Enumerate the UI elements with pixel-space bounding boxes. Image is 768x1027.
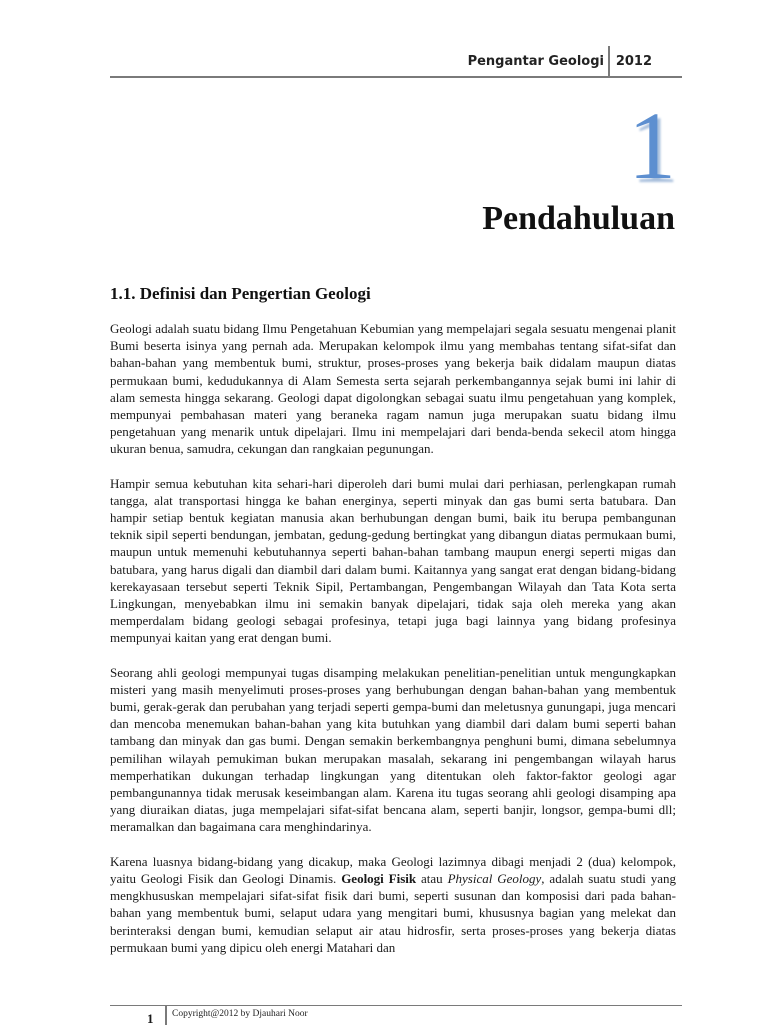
paragraph-2: Hampir semua kebutuhan kita sehari-hari diperoleh dari bumi mulai dari perhiasan, perlengkapan rumah tangga, alat transportasi hingga ke bahan energinya, seperti minyak dan gas bumi serta batubara. Dan hampir setiap bentuk kegiatan manusia akan berhubungan dengan bumi, baik itu berupa pembangunan teknik sipil seperti bendungan, jembatan, gedung-gedung bertingkat yang dibangun diatas permukaan bumi, maupun untuk memenuhi kebutuhannya seperti bahan-bahan tambang maupun energi seperti migas dan batubara, yang harus digali dan diambil dari dalam bumi. Kaitannya yang sangat erat dengan bidang-bidang kerekayasaan tersebut seperti Teknik Sipil, Pertambangan, Pengembangan Wilayah dan Tata Kota serta Lingkungan, menyebabkan ilmu ini semakin banyak dipelajari, tidak saja oleh mereka yang akan memperdalam bidang geologi sebagai profesinya, tetapi juga bagi lainnya yang bidang profesinya mempunyai kaitan yang erat dengan bumi. — [110, 475, 676, 646]
body-text — [110, 320, 676, 973]
term-geologi-fisik: Geologi Fisik — [341, 870, 417, 886]
header-divider — [608, 46, 610, 76]
page-header — [110, 46, 682, 78]
paragraph-1: Geologi adalah suatu bidang Ilmu Pengetahuan Kebumian yang mempelajari segala sesuatu mengenai planit Bumi beserta isinya yang pernah ada. Merupakan kelompok ilmu yang membahas tentang sifat-sifat dan bahan-bahan yang membentuk bumi, struktur, proses-proses yang bekerja baik didalam maupun diatas permukaan bumi, kedudukannya di Alam Semesta serta sejarah perkembangannya sejak bumi ini lahir di alam semesta hingga sekarang. Geologi dapat digolongkan sebagai suatu ilmu pengetahuan yang komplek, mempunyai pembahasan materi yang beraneka ragam namun juga merupakan suatu bidang ilmu pengetahuan yang menarik untuk dipelajari. Ilmu ini mempelajari dari benda-benda sekecil atom hingga ukuran benua, samudra, cekungan dan rangkaian pegunungan. — [110, 321, 676, 457]
header-title: Pengantar Geologi — [467, 54, 604, 69]
paragraph-3: Seorang ahli geologi mempunyai tugas disamping melakukan penelitian-penelitian untuk mengungkapkan misteri yang masih menyelimuti proses-proses yang berhubungan dengan bahan-bahan yang membentuk bumi, gerak-gerak dan perubahan yang terjadi seperti gempa-bumi dan meletusnya gunungapi, juga mencari dan mencoba menemukan bahan-bahan yang kita butuhkan yang diambil dari dalam bumi seperti bahan tambang dan minyak dan gas bumi. Dengan semakin berkembangnya penghuni bumi, dimana sebelumnya pemilihan wilayah pemukiman bukan merupakan masalah, sekarang ini pengembangan wilayah harus memperhatikan dukungan terhadap lingkungan yang ditentukan oleh faktor-faktor geologi agar pembangunannya tidak merusak keseimbangan alam. Karena itu tugas seorang ahli geologi disamping apa yang diuraikan diatas, juga mempelajari sifat-sifat bencana alam, seperti banjir, longsor, gempa-bumi dll; meramalkan dan bagaimana cara menghindarinya. — [110, 664, 676, 835]
paragraph-4 — [110, 853, 676, 956]
paragraph-4-end: , adalah suatu studi yang mengkhususkan mempelajari sifat-sifat fisik dari bumi, seperti susunan dan komposisi dari pada bahan-bahan yang membentuk bumi, selaput udara yang mengitari bumi, khususnya bagian yang melekat dan berinteraksi dengan bumi, kemudian selaput air atau hidrosfir, serta proses-proses yang bekerja diatas permukaan bumi yang dipicu oleh energi Matahari dan — [110, 870, 677, 955]
section-title: 1.1. Definisi dan Pengertian Geologi — [110, 284, 371, 303]
paragraph-4-mid: atau — [416, 870, 448, 886]
copyright-text: Copyright@2012 by Djauhari Noor — [172, 1009, 308, 1019]
term-physical-geology: Physical Geology — [447, 870, 542, 886]
footer-divider — [165, 1006, 167, 1025]
page-number: 1 — [147, 1011, 154, 1026]
paragraph-4-start: Karena luasnya bidang-bidang yang dicakup, maka Geologi lazimnya dibagi menjadi 2 (dua) kelompok, yaitu Geologi Fisik dan Geologi Dinamis. — [110, 853, 676, 886]
page-footer — [110, 1005, 682, 1025]
chapter-title: Pendahuluan — [482, 200, 675, 237]
header-year: 2012 — [615, 54, 652, 69]
chapter-number: 1 — [628, 92, 676, 199]
